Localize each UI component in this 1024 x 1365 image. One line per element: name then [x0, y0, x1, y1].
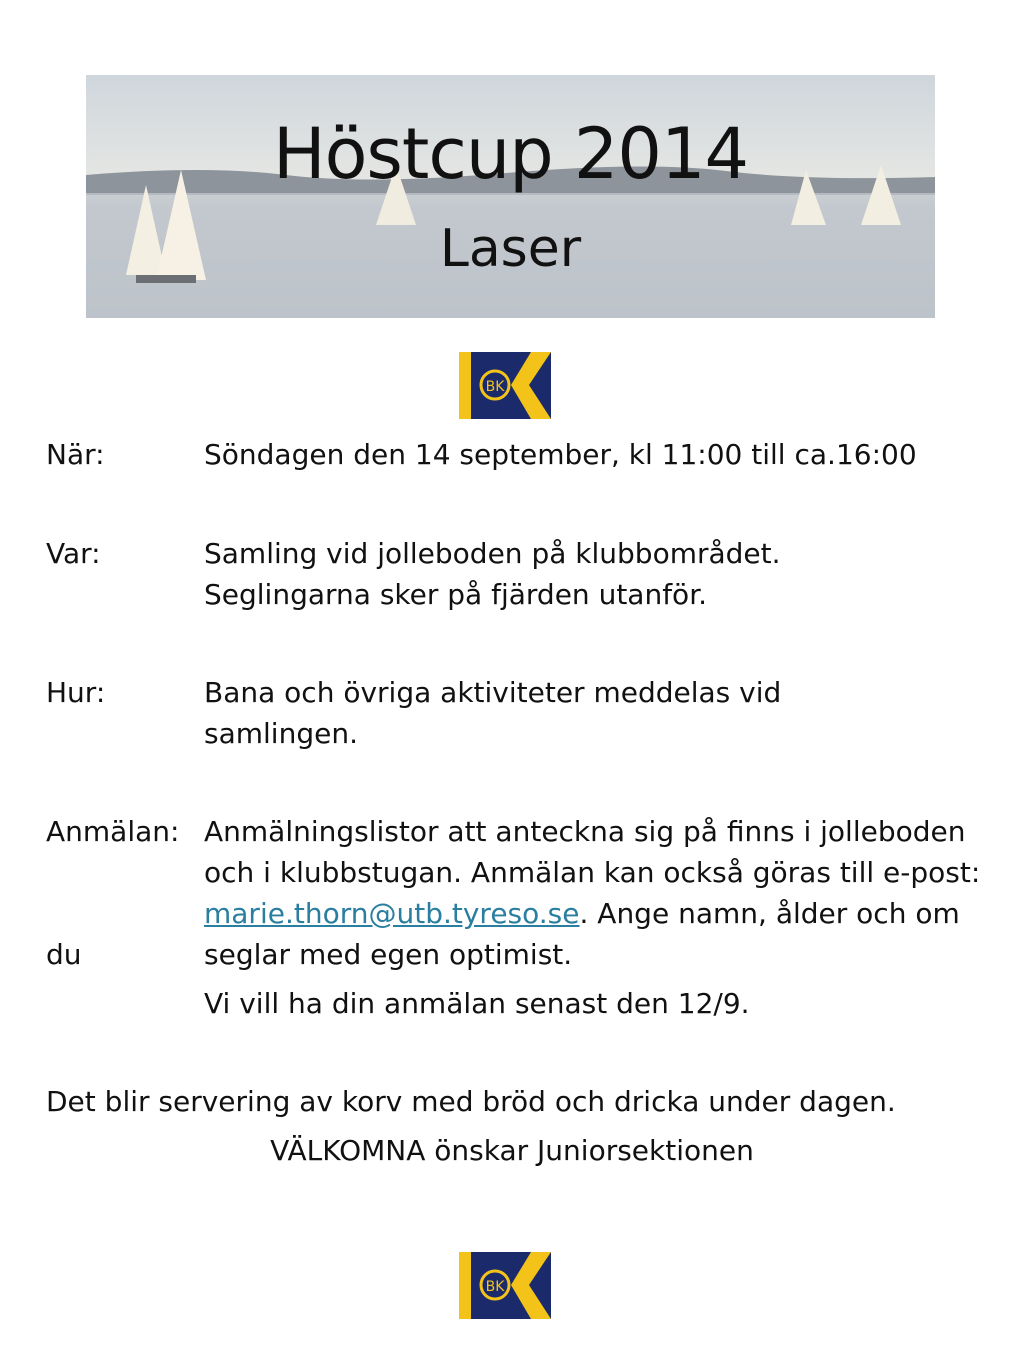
anmalan-label: Anmälan:	[46, 815, 180, 848]
nar-value: Söndagen den 14 september, kl 11:00 till ca.16:00	[204, 438, 917, 471]
nar-label: När:	[46, 438, 105, 471]
hur-line-2: samlingen.	[204, 717, 358, 750]
svg-text:BK: BK	[485, 379, 505, 395]
club-flag-logo	[459, 352, 551, 419]
var-label: Var:	[46, 537, 101, 570]
anmalan-line-2: och i klubbstugan. Anmälan kan också göras till e-post:	[204, 856, 981, 889]
welcome-text: VÄLKOMNA önskar Juniorsektionen	[270, 1134, 754, 1167]
page-title: Höstcup 2014	[272, 113, 749, 195]
anmalan-deadline: Vi vill ha din anmälan senast den 12/9.	[204, 987, 750, 1020]
anmalan-line-1: Anmälningslistor att anteckna sig på finns i jolleboden	[204, 815, 966, 848]
svg-text:BK: BK	[485, 1279, 505, 1295]
var-line-1: Samling vid jolleboden på klubbområdet.	[204, 537, 781, 570]
email-link[interactable]: marie.thorn@utb.tyreso.se	[204, 897, 580, 930]
serving-text: Det blir servering av korv med bröd och dricka under dagen.	[46, 1085, 896, 1118]
anmalan-wrap-word: du	[46, 938, 82, 971]
page-subtitle: Laser	[439, 219, 582, 279]
anmalan-line-3-rest: . Ange namn, ålder och om	[579, 897, 960, 930]
club-flag-logo-bottom	[459, 1252, 551, 1319]
hur-label: Hur:	[46, 676, 106, 709]
var-line-2: Seglingarna sker på fjärden utanför.	[204, 578, 708, 611]
anmalan-line-3	[204, 893, 994, 934]
anmalan-line-4: seglar med egen optimist.	[204, 938, 573, 971]
hur-line-1: Bana och övriga aktiviteter meddelas vid	[204, 676, 782, 709]
